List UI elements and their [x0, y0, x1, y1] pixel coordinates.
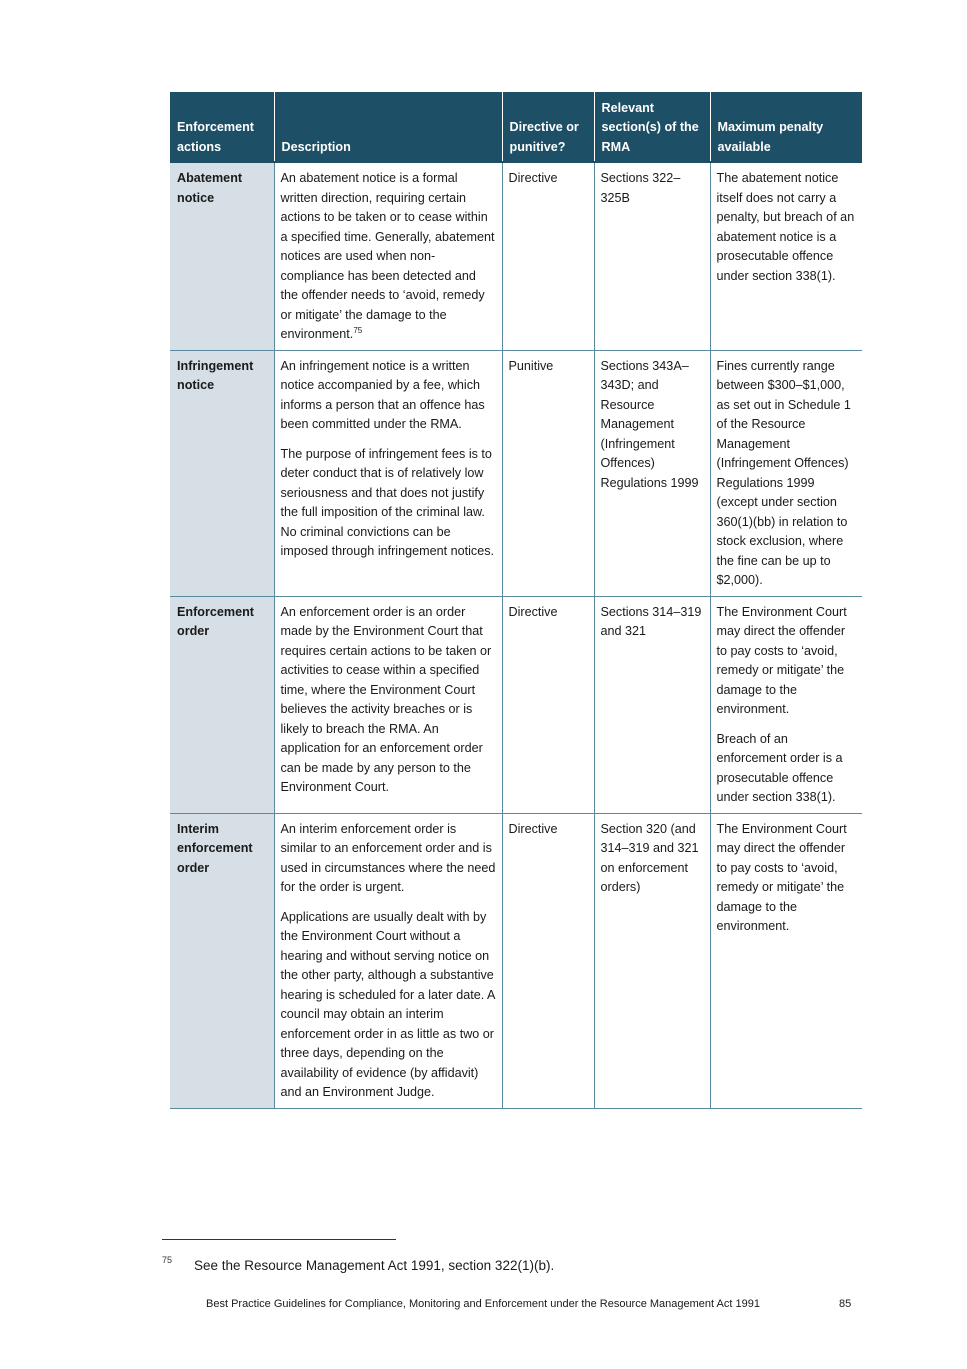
penalty-paragraph: Breach of an enforcement order is a prosecutable offence under section 338(1). — [716, 731, 843, 804]
type-cell: Directive — [502, 813, 594, 1108]
penalty-cell — [710, 596, 862, 813]
table-row — [170, 813, 862, 1108]
sections-cell: Sections 314–319 and 321 — [594, 596, 710, 813]
description-cell — [274, 596, 502, 813]
penalty-paragraph: Fines currently range between $300–$1,000, as set out in Schedule 1 of the Resource Management (Infringement Offences) Regulations 1999 (except under section 360(1)(bb) in relation to stock exclusion, where the fine can be up to $2,000). — [716, 358, 851, 587]
description-paragraph: An enforcement order is an order made by the Environment Court that requires certain actions to be taken or activities to cease within a specified time, where the Environment Court believes the activity breaches or is likely to breach the RMA. An application for an enforcement order can be made by any person to the Environment Court. — [280, 604, 492, 794]
footnote-text: See the Resource Management Act 1991, section 322(1)(b). — [194, 1258, 555, 1273]
enforcement-actions-table — [170, 92, 862, 1109]
description-paragraph: An infringement notice is a written notice accompanied by a fee, which informs a person that an offence has been committed under the RMA. — [280, 358, 485, 431]
page-number: 85 — [839, 1298, 852, 1310]
type-cell: Directive — [502, 596, 594, 813]
penalty-paragraph: The Environment Court may direct the offender to pay costs to ‘avoid, remedy or mitigate’ the damage to the environment. — [716, 821, 847, 933]
description-cell — [274, 813, 502, 1108]
description-cell — [274, 350, 502, 596]
type-cell: Directive — [502, 162, 594, 350]
action-cell: Interim enforcement order — [170, 813, 274, 1108]
action-cell: Abatement notice — [170, 162, 274, 350]
action-cell: Infringement notice — [170, 350, 274, 596]
penalty-paragraph: The abatement notice itself does not carry a penalty, but breach of an abatement notice is a prosecutable offence under section 338(1). — [716, 171, 855, 283]
table-row — [170, 350, 862, 596]
table-row — [170, 162, 862, 350]
sections-cell: Sections 322–325B — [594, 162, 710, 350]
penalty-cell — [710, 813, 862, 1108]
header-relevant-sections: Relevant section(s) of the RMA — [594, 92, 710, 162]
description-paragraph: Applications are usually dealt with by the Environment Court without a hearing and without serving notice on the other party, although a substantive hearing is scheduled for a later date. A council may obtain an interim enforcement order in as little as two or three days, depending on the availability of evidence (by affidavit) and an Environment Judge. — [280, 909, 495, 1099]
header-enforcement-actions: Enforcement actions — [170, 92, 274, 162]
description-paragraph: An abatement notice is a formal written direction, requiring certain actions to be taken or to cease within a specified time. Generally, abatement notices are used when non-compliance has been detected and the offender needs to ‘avoid, remedy or mitigate’ the damage to the environment.$^{75}$ — [280, 171, 495, 341]
penalty-cell — [710, 162, 862, 350]
header-description: Description — [274, 92, 502, 162]
running-footer-title: Best Practice Guidelines for Compliance, Monitoring and Enforcement under the Resource Management Act 1991 — [206, 1298, 760, 1310]
penalty-paragraph: The Environment Court may direct the offender to pay costs to ‘avoid, remedy or mitigate’ the damage to the environment. — [716, 604, 847, 716]
type-cell: Punitive — [502, 350, 594, 596]
description-cell — [274, 162, 502, 350]
sections-cell: Section 320 (and 314–319 and 321 on enforcement orders) — [594, 813, 710, 1108]
footnote-reference[interactable]: 75 — [353, 325, 363, 335]
penalty-cell — [710, 350, 862, 596]
table-row — [170, 596, 862, 813]
footnote-divider — [162, 1239, 396, 1240]
description-paragraph: An interim enforcement order is similar to an enforcement order and is used in circumstances where the need for the order is urgent. — [280, 821, 496, 894]
description-paragraph: The purpose of infringement fees is to deter conduct that is of relatively low seriousness and that does not justify the full imposition of the criminal law. No criminal convictions can be imposed through infringement notices. — [280, 446, 495, 558]
action-cell: Enforcement order — [170, 596, 274, 813]
footnote-number: 75 — [162, 1255, 173, 1265]
sections-cell: Sections 343A–343D; and Resource Management (Infringement Offences) Regulations 1999 — [594, 350, 710, 596]
table-header-row — [170, 92, 862, 162]
header-directive-or-punitive: Directive or punitive? — [502, 92, 594, 162]
header-maximum-penalty: Maximum penalty available — [710, 92, 862, 162]
